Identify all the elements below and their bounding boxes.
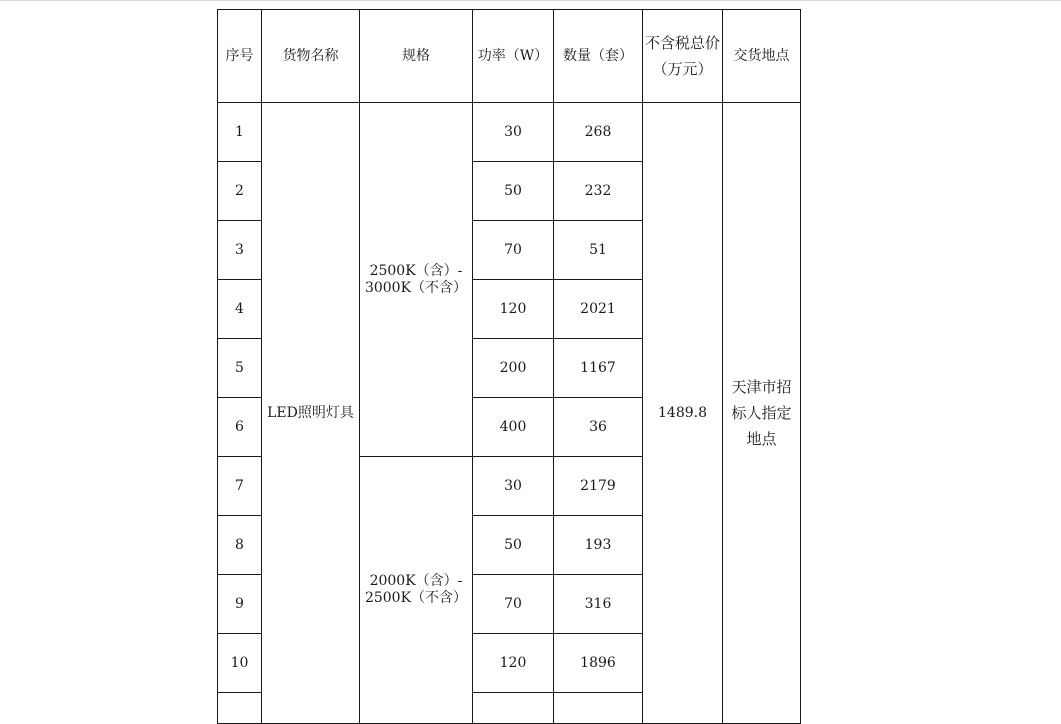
header-goods-name: 货物名称 xyxy=(262,10,360,103)
row-quantity: 2021 xyxy=(554,280,643,339)
location-line: 天津市招 xyxy=(731,378,792,396)
header-total-price-line2: （万元） xyxy=(652,60,713,78)
row-power: 70 xyxy=(473,575,554,634)
row-index: 2 xyxy=(218,162,262,221)
header-delivery-location: 交货地点 xyxy=(723,10,801,103)
location-line: 地点 xyxy=(746,430,777,448)
header-total-price-line1: 不含税总价 xyxy=(644,34,720,52)
row-quantity: 268 xyxy=(554,103,643,162)
row-index: 3 xyxy=(218,221,262,280)
row-quantity: 316 xyxy=(554,575,643,634)
row-quantity: 1167 xyxy=(554,339,643,398)
header-spec: 规格 xyxy=(360,10,473,103)
goods-spec-table xyxy=(217,9,801,724)
row-quantity: 2179 xyxy=(554,457,643,516)
page-top-border xyxy=(0,0,1061,1)
row-index: 6 xyxy=(218,398,262,457)
row-index: 1 xyxy=(218,103,262,162)
spec-line: 3000K（不含） xyxy=(364,279,468,296)
header-index: 序号 xyxy=(218,10,262,103)
delivery-location-cell xyxy=(723,103,801,724)
header-power: 功率（W） xyxy=(473,10,554,103)
header-quantity: 数量（套） xyxy=(554,10,643,103)
table-row xyxy=(218,103,801,162)
header-total-price xyxy=(643,10,723,103)
row-quantity: 193 xyxy=(554,516,643,575)
row-power: 70 xyxy=(473,221,554,280)
row-power: 400 xyxy=(473,398,554,457)
row-quantity: 51 xyxy=(554,221,643,280)
row-index: 9 xyxy=(218,575,262,634)
row-power: 50 xyxy=(473,516,554,575)
row-quantity: 36 xyxy=(554,398,643,457)
goods-name-cell: LED照明灯具 xyxy=(262,103,360,724)
row-power: 120 xyxy=(473,280,554,339)
row-power: 30 xyxy=(473,457,554,516)
spec-group-cell xyxy=(360,457,473,724)
row-quantity xyxy=(554,693,643,724)
spec-group-cell xyxy=(360,103,473,457)
row-power: 30 xyxy=(473,103,554,162)
row-power: 50 xyxy=(473,162,554,221)
row-power: 120 xyxy=(473,634,554,693)
row-quantity: 1896 xyxy=(554,634,643,693)
row-index xyxy=(218,693,262,724)
spec-line: 2500K（含）- xyxy=(369,262,463,279)
row-quantity: 232 xyxy=(554,162,643,221)
location-line: 标人指定 xyxy=(731,404,792,422)
spec-line: 2000K（含）- xyxy=(369,573,463,589)
spec-line: 2500K（不含） xyxy=(364,590,468,606)
row-index: 4 xyxy=(218,280,262,339)
row-index: 8 xyxy=(218,516,262,575)
total-price-cell: 1489.8 xyxy=(643,103,723,724)
row-index: 7 xyxy=(218,457,262,516)
row-index: 5 xyxy=(218,339,262,398)
row-power: 200 xyxy=(473,339,554,398)
row-power xyxy=(473,693,554,724)
table-header-row xyxy=(218,10,801,103)
row-index: 10 xyxy=(218,634,262,693)
